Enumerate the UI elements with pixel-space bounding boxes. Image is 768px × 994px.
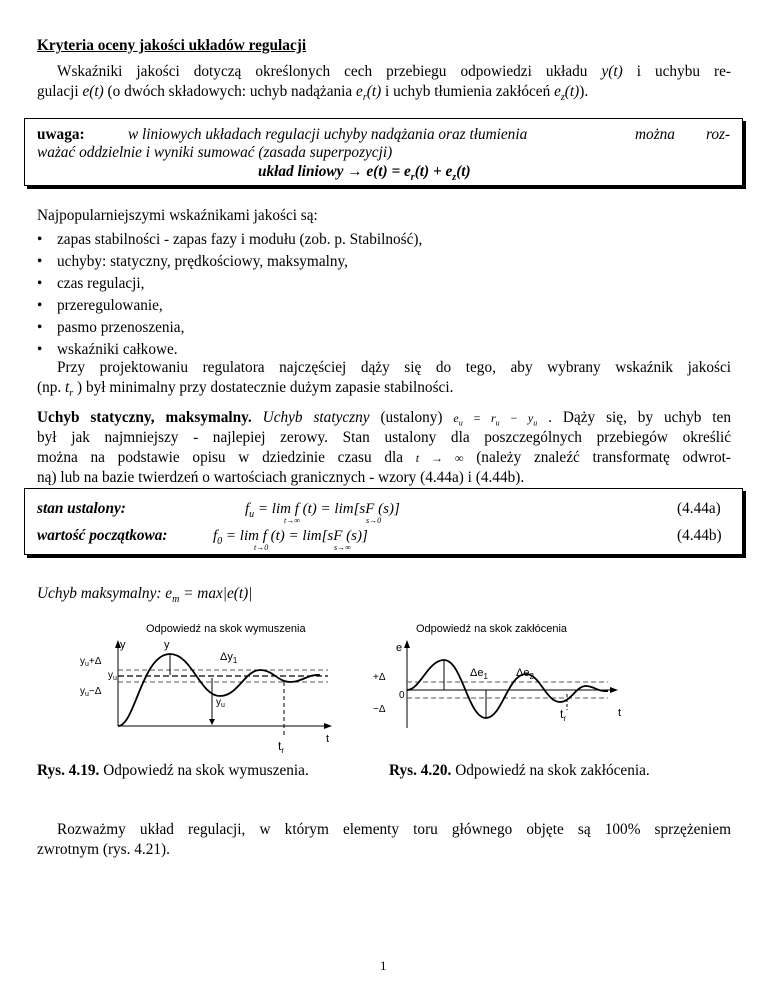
caption-fig-4-20: Rys. 4.20. Odpowiedź na skok zakłócenia. [389, 762, 650, 779]
page-title: Kryteria oceny jakości układów regulacji [37, 37, 307, 54]
fig2-e-arrow [404, 640, 410, 648]
list-item: • uchyby: statyczny, prędkościowy, maksymalny, [37, 253, 348, 270]
fig1-t-label: t [326, 733, 330, 745]
formula-1: $f_u = \lim f$ (t) = lim[sF (s)] [245, 501, 400, 520]
fig1-t-arrow [324, 723, 332, 729]
intro-line-2: gulacji e(t) (o dwóch składowych: uchyb nadążania $e_r(t)$ i uchyb tłumienia zakłóceń $e_z(t)$). [37, 83, 589, 104]
formula-2-label: wartość początkowa: [37, 527, 168, 544]
list-heading: Najpopularniejszymi wskaźnikami jakości są: [37, 207, 318, 224]
figure-step-response [80, 618, 370, 758]
fig1-response-curve [118, 654, 320, 726]
note-word-mozna: można [635, 126, 675, 143]
fig1-tr-label: $t_r$ [278, 739, 285, 755]
list-item: • przeregulowanie, [37, 297, 163, 314]
formula-1-label: stan ustalony: [37, 500, 126, 517]
note-line-2: ważać oddzielnie i wyniki sumować (zasada superpozycji) [37, 144, 393, 161]
list-item: • zapas stabilności - zapas fazy i modułu (zob. p. Stabilność), [37, 231, 423, 248]
intro-line-1: Wskaźniki jakości dotyczą określonych cech przebiegu odpowiedzi układu y(t) i uchybu re- [57, 63, 732, 80]
caption-fig-4-19: Rys. 4.19. Odpowiedź na skok wymuszenia. [37, 762, 309, 779]
static-error-line-4: ną) lub na bazie twierdzeń o wartościach granicznych - wzory (4.44a) i (4.44b). [37, 469, 525, 486]
formula-2: $f_0 = \lim f$ (t) = lim[sF (s)] [213, 528, 368, 547]
formula-1-limit-s: s→0 [366, 516, 382, 525]
note-word-roz: roz- [706, 126, 731, 143]
fig2-t-arrow [610, 687, 618, 693]
formula-2-limit-t: t→0 [254, 543, 269, 552]
fig2-zero-label: 0 [399, 690, 405, 701]
fig1-yu-label: $y_u$ [108, 670, 117, 682]
list-item: • pasmo przenoszenia, [37, 319, 185, 336]
fig1-curve-label: y [164, 639, 170, 651]
fig2-tr-label: $t_r$ [560, 707, 567, 723]
fig2-minus-label: −Δ [373, 704, 386, 715]
design-line-2: (np. $t_r$ ) był minimalny przy dostatecznie dużym zapasie stabilności. [37, 379, 454, 400]
static-error-line-2: był jak najmniejszy - najlepiej zerowy. Stan ustalony dla poszczególnych przebiegów określić [37, 429, 731, 446]
fig2-plus-label: +Δ [373, 672, 386, 683]
fig1-yu-minus-label: $y_u-\Delta$ [80, 686, 102, 698]
formula-1-limit-t: t→∞ [284, 516, 300, 525]
fig2-t-label: t [618, 707, 622, 719]
fig2-de1-label: $\Delta e_1$ [470, 667, 488, 681]
page-number: 1 [380, 958, 387, 973]
fig1-yu-inner-label: $y_u$ [216, 697, 225, 709]
formula-2-limit-s: s→∞ [334, 543, 351, 552]
fig1-dy-label: $\Delta y_1$ [220, 651, 238, 665]
list-item: • wskaźniki całkowe. [37, 341, 178, 358]
formula-1-number: (4.44a) [677, 500, 721, 517]
fig2-de2-label: $\Delta e_2$ [516, 667, 534, 681]
fig2-title: Odpowiedź na skok zakłócenia [416, 623, 568, 635]
max-error-line: Uchyb maksymalny: $e_m = \max|e(t)|$ [37, 585, 253, 606]
fig2-response-curve [407, 660, 608, 718]
fig2-e-label: e [396, 642, 403, 654]
fig1-yu-arrow [209, 719, 215, 725]
static-error-line-3: można na podstawie opisu w dziedzinie czasu dla t → ∞ (należy znaleźć transformatę odwrot- [37, 449, 731, 466]
note-line-3: układ liniowy → $e(t) = e_r(t) + e_z(t)$ [258, 163, 471, 184]
fig1-y-label: y [120, 639, 126, 651]
indicator-list [37, 229, 422, 361]
design-line-1: Przy projektowaniu regulatora najczęściej dąży się do tego, aby wybrany wskaźnik jakości [57, 359, 731, 376]
fig1-title: Odpowiedź na skok wymuszenia [146, 623, 306, 635]
note-line-1-text: w liniowych układach regulacji uchyby nadążania oraz tłumienia [128, 126, 528, 143]
closing-line-2: zwrotnym (rys. 4.21). [37, 841, 170, 858]
figure-disturbance-response [368, 618, 768, 738]
fig1-yu-plus-label: $y_u+\Delta$ [80, 656, 102, 668]
note-line-1: uwaga: [37, 126, 85, 143]
formula-2-number: (4.44b) [677, 527, 722, 544]
static-error-line-1: Uchyb statyczny, maksymalny. Uchyb statyczny (ustalony) $e_u = r_u - y_u$ . Dąży się, by uchyb ten [37, 409, 731, 428]
closing-line-1: Rozważmy układ regulacji, w którym elementy toru głównego objęte są 100% sprzężeniem [57, 821, 731, 838]
list-item: • czas regulacji, [37, 275, 145, 292]
